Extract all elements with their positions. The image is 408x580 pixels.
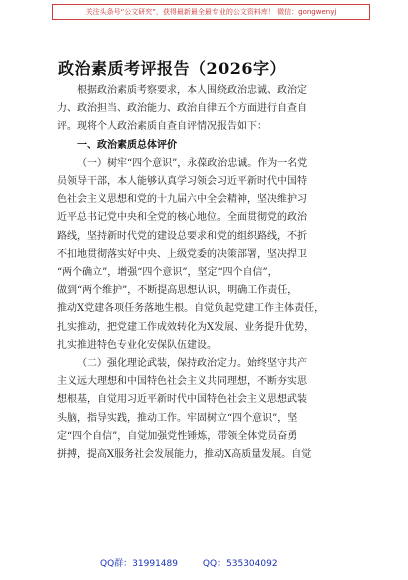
text-line: 评。现将个人政治素质自查自评情况报告如下： bbox=[57, 121, 267, 133]
footer-contact bbox=[100, 556, 340, 569]
paragraph-2 bbox=[57, 355, 353, 464]
text-line: 扎实推动，把党建工作成效转化为X发展、业务提升优势， bbox=[57, 321, 315, 333]
section-heading: 一、政治素质总体评价 bbox=[77, 139, 177, 151]
text-line: 扎实推进特色专业化安保队伍建设。 bbox=[57, 339, 217, 351]
text-line: 定“四个自信”，自觉加强党性锤炼，带领全体党员奋勇 bbox=[57, 430, 298, 442]
text-line: 推动X党建各项任务落地生根。自觉负起党建工作主体责任， bbox=[57, 303, 325, 315]
text-line: 做到“两个维护”，不断提高思想认识，明确工作责任， bbox=[57, 285, 298, 297]
text-line: （一）树牢“四个意识”，永葆政治忠诚。作为一名党 bbox=[77, 157, 308, 169]
text-line: 想根基，自觉用习近平新时代中国特色社会主义思想武装 bbox=[57, 394, 307, 406]
intro-paragraph bbox=[57, 82, 353, 137]
text-line: 拼搏，提高X服务社会发展能力，推动X高质量发展。自觉 bbox=[57, 449, 312, 461]
top-banner: 关注头条号“公文研究”，获得最新最全最专业的公文资料库！ 微信：gongwenyj bbox=[52, 4, 370, 20]
text-line: 头脑，指导实践，推动工作。牢固树立“四个意识”，坚 bbox=[57, 412, 298, 424]
paragraph-1 bbox=[57, 155, 353, 355]
text-line: 力、政治担当、政治能力、政治自律五个方面进行自查自 bbox=[57, 103, 307, 115]
text-line: 色社会主义思想和党的十九届六中全会精神，坚决维护习 bbox=[57, 194, 307, 206]
document-body bbox=[57, 82, 353, 464]
text-line: 不扣地贯彻落实好中央、上级党委的决策部署，坚决捍卫 bbox=[57, 248, 307, 260]
text-line: 根据政治素质考察要求，本人围绕政治忠诚、政治定 bbox=[77, 85, 307, 96]
text-line: （二）强化理论武装，保持政治定力。始终坚守共产 bbox=[77, 358, 307, 370]
qq-group-number: QQ群：31991489 bbox=[100, 559, 178, 569]
text-line: “两个确立”，增强“四个意识”，坚定“四个自信”， bbox=[57, 267, 278, 279]
qq-number: QQ：535304092 bbox=[202, 559, 278, 569]
text-line: 员领导干部，本人能够认真学习领会习近平新时代中国特 bbox=[57, 176, 307, 188]
document-title: 政治素质考评报告（2026字） bbox=[58, 59, 287, 78]
text-line: 近平总书记党中央和全党的核心地位。全面贯彻党的政治 bbox=[57, 212, 307, 224]
text-line: 路线，坚持新时代党的建设总要求和党的组织路线，不折 bbox=[57, 230, 307, 242]
text-line: 主义远大理想和中国特色社会主义共同理想，不断夯实思 bbox=[57, 376, 307, 388]
